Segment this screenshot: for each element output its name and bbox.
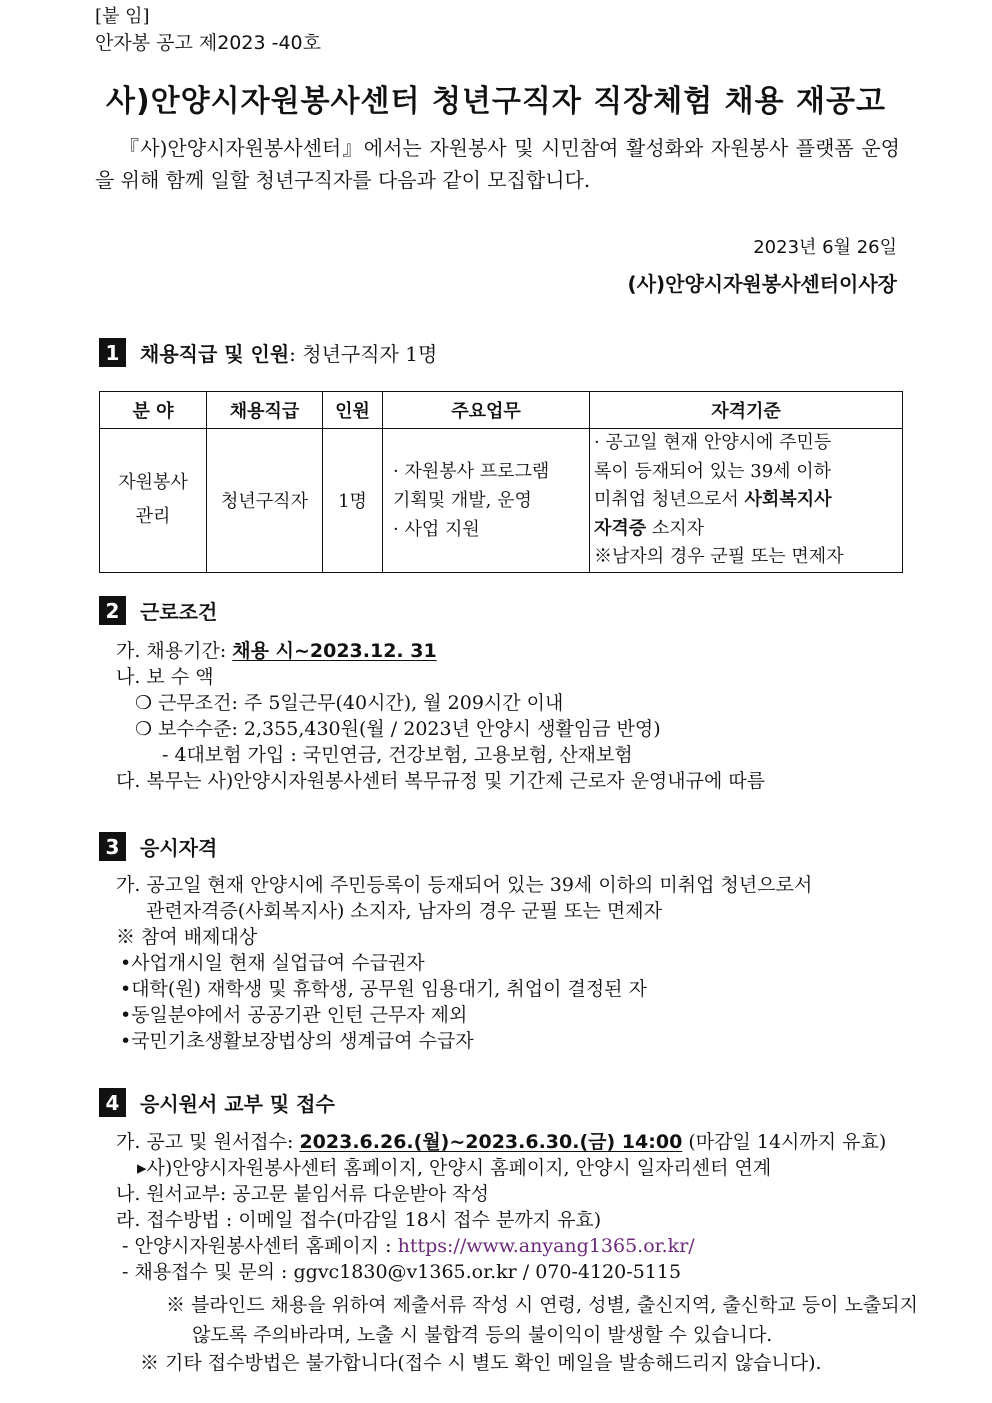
eligibility-line: 가. 공고일 현재 안양시에 주민등록이 등재되어 있는 39세 이하의 미취업 청년으로서 (116, 874, 813, 896)
exclusion-item: •동일분야에서 공공기관 인턴 근무자 제외 (120, 1004, 468, 1026)
section-summary: : 청년구직자 1명 (289, 342, 438, 366)
receipt-dates: 2023.6.26.(월)~2023.6.30.(금) 14:00 (299, 1131, 683, 1153)
exclusion-item: •대학(원) 재학생 및 휴학생, 공무원 임용대기, 취업이 결정된 자 (120, 978, 647, 1000)
col-field: 분 야 (100, 392, 207, 429)
employment-period (116, 636, 437, 663)
blind-hiring-note: ※ 블라인드 채용을 위하여 제출서류 작성 시 연령, 성별, 출신지역, 출신학교 등이 노출되지 않도록 주의바라며, 노출 시 불합격 등의 불이익이 발생할 수 있습니다. (166, 1294, 918, 1346)
duty-line: 기획및 개발, 운영 (393, 489, 532, 511)
receipt-note: (마감일 14시까지 유효) (682, 1131, 887, 1153)
section-1-header (99, 338, 437, 367)
field-line: 자원봉사 (118, 472, 188, 494)
section-title: 응시원서 교부 및 접수 (140, 1092, 335, 1116)
section-number: 4 (99, 1088, 126, 1117)
contact-phone: 070-4120-5115 (535, 1261, 682, 1283)
qual-line (594, 515, 898, 544)
submission-method: 라. 접수방법 : 이메일 접수(마감일 18시 접수 분까지 유효) (116, 1209, 602, 1231)
contact-label: - 채용접수 및 문의 : (122, 1261, 294, 1283)
exclusion-title: ※ 참여 배제대상 (116, 926, 258, 948)
recruitment-table (99, 391, 903, 573)
duty-line: · 자원봉사 프로그램 (393, 460, 550, 482)
contact-separator: / (516, 1261, 536, 1283)
section-number: 2 (99, 596, 126, 625)
receipt-channels: ▸사)안양시자원봉사센터 홈페이지, 안양시 홈페이지, 안양시 일자리센터 연계 (137, 1157, 772, 1179)
field-line: 관리 (135, 506, 171, 528)
section-4-header (99, 1088, 335, 1117)
qual-text: 소지자 (646, 517, 705, 539)
section-2-header (99, 596, 217, 625)
section-title: 근로조건 (140, 600, 218, 624)
col-grade: 채용직급 (207, 392, 323, 429)
page-title: 사)안양시자원봉사센터 청년구직자 직장체험 채용 재공고 (105, 84, 886, 119)
receipt-label: 가. 공고 및 원서접수: (116, 1131, 300, 1153)
cell-duties (383, 429, 590, 573)
qual-emphasis: 자격증 (594, 517, 647, 539)
homepage-label: - 안양시자원봉사센터 홈페이지 : (122, 1235, 398, 1257)
section-number: 1 (99, 338, 126, 367)
exclusion-item: •국민기초생활보장법상의 생계급여 수급자 (120, 1030, 474, 1052)
cell-qualification (590, 429, 903, 573)
cell-count: 1명 (323, 429, 383, 573)
homepage-link[interactable]: https://www.anyang1365.or.kr/ (397, 1235, 695, 1257)
cell-field (100, 429, 207, 573)
contact-line (122, 1257, 681, 1284)
col-count: 인원 (323, 392, 383, 429)
pay-level: ❍ 보수수준: 2,355,430원(월 / 2023년 안양시 생활임금 반영) (135, 718, 661, 740)
table-row (100, 429, 903, 573)
attachment-label: [붙 임] (95, 6, 150, 27)
form-distribution: 나. 원서교부: 공고문 붙임서류 다운받아 작성 (116, 1183, 490, 1205)
qual-line: · 공고일 현재 안양시에 주민등 (594, 432, 832, 453)
insurance: - 4대보험 가입 : 국민연금, 건강보험, 고용보험, 산재보험 (162, 744, 633, 766)
qual-text: 미취업 청년으로서 (594, 489, 745, 510)
section-title: 응시자격 (140, 836, 218, 860)
exclusion-item: •사업개시일 현재 실업급여 수급권자 (120, 952, 425, 974)
section-3-header (99, 832, 217, 861)
intro-paragraph: 『사)안양시자원봉사센터』에서는 자원봉사 및 시민참여 활성화와 자원봉사 플랫폼 운영을 위해 함께 일할 청년구직자를 다음과 같이 모집합니다. (95, 136, 900, 192)
receipt-period (116, 1127, 886, 1154)
col-duties: 주요업무 (383, 392, 590, 429)
table-header-row (100, 392, 903, 429)
pay-label: 나. 보 수 액 (116, 666, 214, 688)
period-label: 가. 채용기간: (116, 640, 233, 662)
contact-email[interactable]: ggvc1830@v1365.or.kr (293, 1261, 517, 1283)
qual-emphasis: 사회복지사 (744, 489, 832, 510)
col-qualification: 자격기준 (590, 392, 903, 429)
duty-line: · 사업 지원 (393, 518, 480, 540)
section-title: 채용직급 및 인원 (140, 342, 290, 366)
signer: (사)안양시자원봉사센터이사장 (627, 272, 897, 296)
homepage-line (122, 1231, 695, 1258)
other-method-note: ※ 기타 접수방법은 불가합니다(접수 시 별도 확인 메일을 발송해드리지 않습니다). (140, 1352, 822, 1374)
qual-line: 록이 등재되어 있는 39세 이하 (594, 460, 832, 482)
cell-grade: 청년구직자 (207, 429, 323, 573)
work-condition: ❍ 근무조건: 주 5일근무(40시간), 월 209시간 이내 (135, 692, 564, 714)
qual-note: ※남자의 경우 군필 또는 면제자 (594, 546, 844, 567)
section-number: 3 (99, 832, 126, 861)
qual-line (594, 486, 898, 515)
period-value: 채용 시~2023.12. 31 (232, 640, 437, 662)
service-rules: 다. 복무는 사)안양시자원봉사센터 복무규정 및 기간제 근로자 운영내규에 따름 (116, 770, 766, 792)
notice-date: 2023년 6월 26일 (753, 237, 897, 258)
notice-number: 안자봉 공고 제2023 -40호 (95, 32, 321, 54)
eligibility-line: 관련자격증(사회복지사) 소지자, 남자의 경우 군필 또는 면제자 (146, 900, 662, 922)
